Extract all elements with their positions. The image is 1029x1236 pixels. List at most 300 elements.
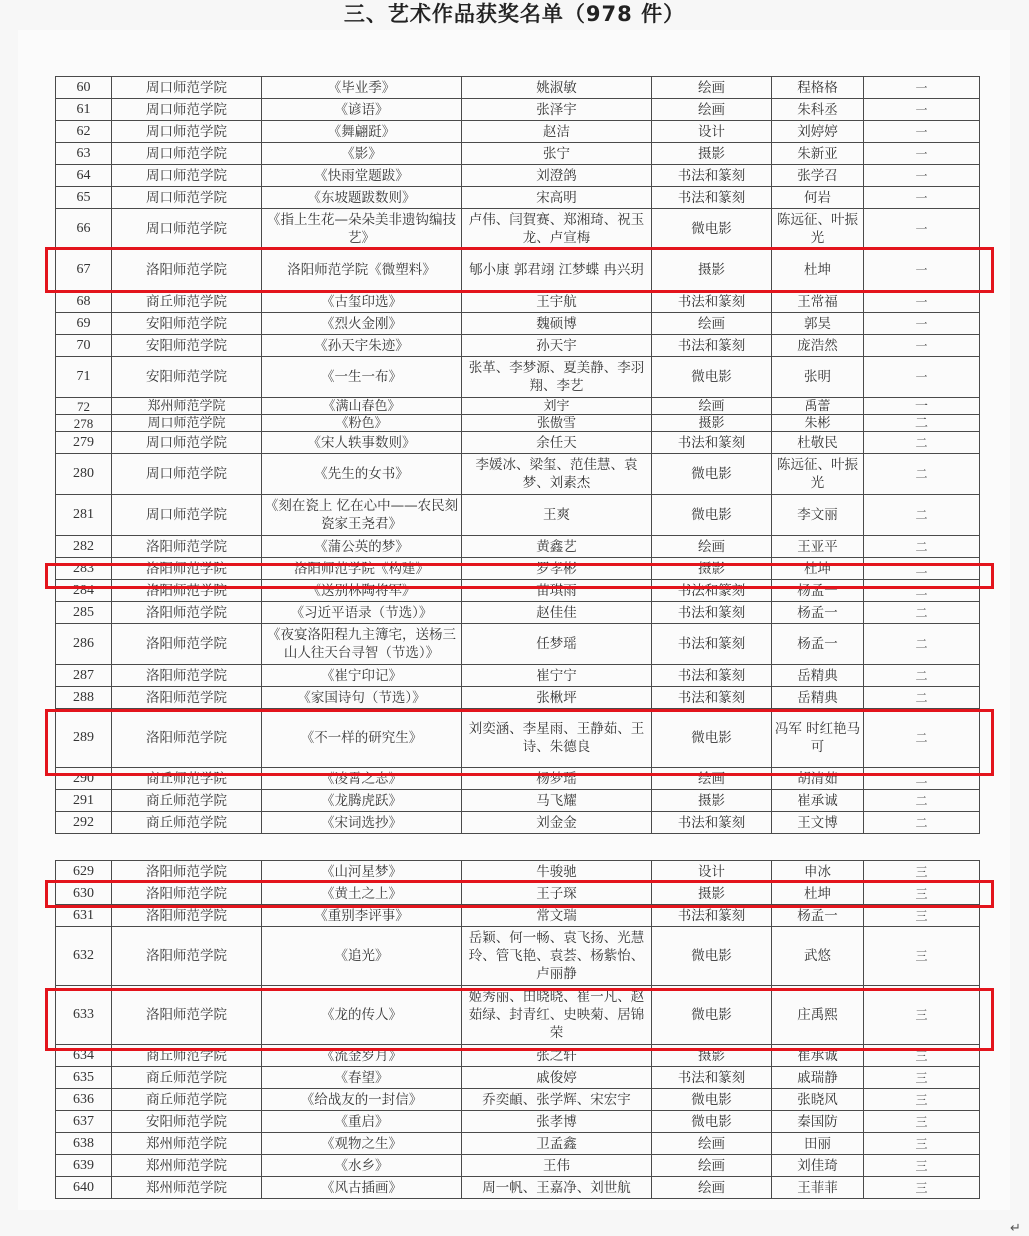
school-cell: 周口师范学院 [112,77,262,99]
school-cell: 周口师范学院 [112,121,262,143]
advisor-cell: 刘婷婷 [772,121,864,143]
return-mark: ↵ [1010,1221,1021,1236]
row-number: 639 [56,1155,112,1177]
award-level-cell: 二 [864,432,980,454]
row-number: 638 [56,1133,112,1155]
highlight-box-row-630 [45,880,994,908]
authors-cell: 乔奕頔、张学辉、宋宏宇 [462,1089,652,1111]
advisor-cell: 崔承诚 [772,790,864,812]
table-row [56,495,980,536]
advisor-cell: 杜坤 [772,883,864,905]
award-level-cell: 一 [864,357,980,398]
school-cell: 安阳师范学院 [112,335,262,357]
row-number: 292 [56,812,112,834]
authors-cell: 戚俊婷 [462,1067,652,1089]
advisor-cell: 田丽 [772,1133,864,1155]
category-cell: 书法和篆刻 [652,602,772,624]
row-number: 288 [56,687,112,709]
category-cell: 设计 [652,861,772,883]
school-cell: 洛阳师范学院 [112,250,262,291]
category-cell: 书法和篆刻 [652,687,772,709]
category-cell: 绘画 [652,1155,772,1177]
advisor-cell: 张晓风 [772,1089,864,1111]
award-level-cell: 三 [864,861,980,883]
school-cell: 洛阳师范学院 [112,536,262,558]
category-cell: 绘画 [652,398,772,415]
authors-cell: 王爽 [462,495,652,536]
work-title-cell: 《舞翩跹》 [262,121,462,143]
award-level-cell: 三 [864,905,980,927]
work-title-cell: 《夜宴洛阳程九主簿宅，送杨三山人往天台寻智（节选）》 [262,624,462,665]
work-title-cell: 《孙天宇朱迹》 [262,335,462,357]
school-cell: 安阳师范学院 [112,357,262,398]
category-cell: 设计 [652,121,772,143]
category-cell: 书法和篆刻 [652,665,772,687]
row-number: 629 [56,861,112,883]
category-cell: 摄影 [652,1045,772,1067]
table-row [56,99,980,121]
row-number: 287 [56,665,112,687]
school-cell: 商丘师范学院 [112,1045,262,1067]
advisor-cell: 张学召 [772,165,864,187]
advisor-cell: 杨孟一 [772,602,864,624]
row-number: 68 [56,291,112,313]
highlight-box-row-633 [45,988,994,1051]
work-title-cell: 《观物之生》 [262,1133,462,1155]
table-row [56,790,980,812]
work-title-cell: 《粉色》 [262,415,462,432]
row-number: 67 [56,250,112,291]
award-level-cell: 一 [864,335,980,357]
row-number: 65 [56,187,112,209]
table-row [56,432,980,454]
work-title-cell: 《崔宁印记》 [262,665,462,687]
work-title-cell: 《蒲公英的梦》 [262,536,462,558]
authors-cell: 余任天 [462,432,652,454]
category-cell: 书法和篆刻 [652,580,772,602]
category-cell: 绘画 [652,1177,772,1199]
category-cell: 微电影 [652,1111,772,1133]
school-cell: 商丘师范学院 [112,1067,262,1089]
category-cell: 绘画 [652,536,772,558]
school-cell: 洛阳师范学院 [112,861,262,883]
authors-cell: 罗孝彬 [462,558,652,580]
category-cell: 微电影 [652,1089,772,1111]
authors-cell: 孙天宇 [462,335,652,357]
award-level-cell: 三 [864,1133,980,1155]
category-cell: 摄影 [652,790,772,812]
award-level-cell: 二 [864,536,980,558]
work-title-cell: 《宋人轶事数则》 [262,432,462,454]
advisor-cell: 申冰 [772,861,864,883]
award-level-cell: 一 [864,121,980,143]
school-cell: 郑州师范学院 [112,1133,262,1155]
category-cell: 书法和篆刻 [652,1067,772,1089]
row-number: 62 [56,121,112,143]
category-cell: 微电影 [652,495,772,536]
authors-cell: 周一帆、王嘉净、刘世航 [462,1177,652,1199]
authors-cell: 张之轩 [462,1045,652,1067]
authors-cell: 姚淑敏 [462,77,652,99]
school-cell: 洛阳师范学院 [112,665,262,687]
award-level-cell: 二 [864,558,980,580]
table-row [56,624,980,665]
row-number: 632 [56,927,112,986]
award-level-cell: 二 [864,624,980,665]
authors-cell: 张孝博 [462,1111,652,1133]
school-cell: 安阳师范学院 [112,1111,262,1133]
row-number: 280 [56,454,112,495]
award-level-cell: 一 [864,165,980,187]
table-row [56,1089,980,1111]
advisor-cell: 杨孟一 [772,580,864,602]
category-cell: 书法和篆刻 [652,905,772,927]
category-cell: 微电影 [652,357,772,398]
authors-cell: 宋高明 [462,187,652,209]
work-title-cell: 《龙的传人》 [262,986,462,1045]
work-title-cell: 《龙腾虎跃》 [262,790,462,812]
award-level-cell: 三 [864,1177,980,1199]
school-cell: 商丘师范学院 [112,291,262,313]
award-level-cell: 三 [864,1067,980,1089]
work-title-cell: 《刻在瓷上 忆在心中——农民刻瓷家王尧君》 [262,495,462,536]
authors-cell: 刘宇 [462,398,652,415]
category-cell: 书法和篆刻 [652,432,772,454]
work-title-cell: 《烈火金刚》 [262,313,462,335]
advisor-cell: 武悠 [772,927,864,986]
advisor-cell: 陈远征、叶振光 [772,454,864,495]
advisor-cell: 张明 [772,357,864,398]
category-cell: 书法和篆刻 [652,624,772,665]
row-number: 279 [56,432,112,454]
row-number: 64 [56,165,112,187]
authors-cell: 刘澄鸽 [462,165,652,187]
award-level-cell: 二 [864,768,980,790]
work-title-cell: 《重别李评事》 [262,905,462,927]
advisor-cell: 胡清茹 [772,768,864,790]
authors-cell: 马飞耀 [462,790,652,812]
row-number: 284 [56,580,112,602]
authors-cell: 赵洁 [462,121,652,143]
work-title-cell: 《毕业季》 [262,77,462,99]
work-title-cell: 《东坡题跋数则》 [262,187,462,209]
advisor-cell: 崔承诚 [772,1045,864,1067]
category-cell: 书法和篆刻 [652,165,772,187]
school-cell: 郑州师范学院 [112,398,262,415]
authors-cell: 岳颖、何一畅、袁飞扬、光慧玲、管飞艳、袁荟、杨紫怡、卢丽静 [462,927,652,986]
authors-cell: 姬秀丽、田晓晓、崔一凡、赵茹绿、封青红、史映菊、居锦荣 [462,986,652,1045]
advisor-cell: 王菲菲 [772,1177,864,1199]
row-number: 63 [56,143,112,165]
category-cell: 摄影 [652,250,772,291]
work-title-cell: 《风古插画》 [262,1177,462,1199]
award-level-cell: 三 [864,1111,980,1133]
school-cell: 洛阳师范学院 [112,602,262,624]
table-row [56,335,980,357]
advisor-cell: 程格格 [772,77,864,99]
advisor-cell: 禹蕾 [772,398,864,415]
school-cell: 周口师范学院 [112,432,262,454]
advisor-cell: 王常福 [772,291,864,313]
category-cell: 书法和篆刻 [652,187,772,209]
work-title-cell: 《重启》 [262,1111,462,1133]
work-title-cell: 《满山春色》 [262,398,462,415]
advisor-cell: 杨孟一 [772,624,864,665]
category-cell: 绘画 [652,77,772,99]
table-row [56,77,980,99]
authors-cell: 李媛冰、梁玺、范佳慧、袁梦、刘素杰 [462,454,652,495]
table-row [56,1133,980,1155]
work-title-cell: 《一生一布》 [262,357,462,398]
work-title-cell: 《山河星梦》 [262,861,462,883]
award-level-cell: 一 [864,250,980,291]
row-number: 636 [56,1089,112,1111]
table-row [56,1067,980,1089]
award-level-cell: 一 [864,143,980,165]
category-cell: 摄影 [652,558,772,580]
row-number: 60 [56,77,112,99]
table-row [56,812,980,834]
work-title-cell: 《先生的女书》 [262,454,462,495]
authors-cell: 卢伟、闫賀赛、郑湘琦、祝玉龙、卢宣梅 [462,209,652,250]
award-level-cell: 三 [864,986,980,1045]
school-cell: 洛阳师范学院 [112,883,262,905]
award-level-cell: 二 [864,687,980,709]
authors-cell: 任梦瑶 [462,624,652,665]
row-number: 630 [56,883,112,905]
school-cell: 洛阳师范学院 [112,687,262,709]
school-cell: 郑州师范学院 [112,1177,262,1199]
advisor-cell: 杨孟一 [772,905,864,927]
school-cell: 郑州师范学院 [112,1155,262,1177]
advisor-cell: 陈远征、叶振光 [772,209,864,250]
award-level-cell: 三 [864,927,980,986]
row-number: 72 [56,398,112,415]
table-row [56,357,980,398]
school-cell: 洛阳师范学院 [112,558,262,580]
advisor-cell: 刘佳琦 [772,1155,864,1177]
table-row [56,143,980,165]
table-row [56,665,980,687]
row-number: 281 [56,495,112,536]
category-cell: 书法和篆刻 [652,812,772,834]
authors-cell: 杨梦瑶 [462,768,652,790]
work-title-cell: 《古玺印选》 [262,291,462,313]
award-level-cell: 一 [864,313,980,335]
row-number: 290 [56,768,112,790]
row-number: 631 [56,905,112,927]
award-level-cell: 二 [864,790,980,812]
school-cell: 安阳师范学院 [112,313,262,335]
row-number: 640 [56,1177,112,1199]
work-title-cell: 洛阳师范学院《构建》 [262,558,462,580]
table-row [56,398,980,415]
school-cell: 洛阳师范学院 [112,905,262,927]
award-level-cell: 三 [864,883,980,905]
work-title-cell: 《家国诗句（节选）》 [262,687,462,709]
award-level-cell: 二 [864,415,980,432]
award-level-cell: 二 [864,602,980,624]
award-level-cell: 一 [864,99,980,121]
table-row [56,291,980,313]
advisor-cell: 何岩 [772,187,864,209]
row-number: 291 [56,790,112,812]
row-number: 61 [56,99,112,121]
category-cell: 微电影 [652,454,772,495]
work-title-cell: 《送别林陶将军》 [262,580,462,602]
advisor-cell: 杜敬民 [772,432,864,454]
school-cell: 商丘师范学院 [112,812,262,834]
table-row [56,536,980,558]
category-cell: 绘画 [652,313,772,335]
category-cell: 摄影 [652,143,772,165]
table-row [56,1177,980,1199]
page-title: 三、艺术作品获奖名单（978 件） [343,2,686,26]
work-title-cell: 《不一样的研究生》 [262,709,462,768]
category-cell: 绘画 [652,768,772,790]
category-cell: 摄影 [652,883,772,905]
category-cell: 书法和篆刻 [652,335,772,357]
award-level-cell: 一 [864,187,980,209]
school-cell: 商丘师范学院 [112,768,262,790]
authors-cell: 郇小康 郭君翊 江梦蝶 冉兴玥 [462,250,652,291]
school-cell: 洛阳师范学院 [112,580,262,602]
authors-cell: 刘奕涵、李星雨、王静茹、王诗、朱德良 [462,709,652,768]
row-number: 637 [56,1111,112,1133]
authors-cell: 赵佳佳 [462,602,652,624]
advisor-cell: 李文丽 [772,495,864,536]
work-title-cell: 《流金岁月》 [262,1045,462,1067]
highlight-box-row-67 [45,247,994,293]
work-title-cell: 《影》 [262,143,462,165]
school-cell: 周口师范学院 [112,165,262,187]
authors-cell: 魏硕博 [462,313,652,335]
advisor-cell: 王亚平 [772,536,864,558]
advisor-cell: 王文博 [772,812,864,834]
advisor-cell: 冯军 时红艳马可 [772,709,864,768]
award-level-cell: 三 [864,1089,980,1111]
award-level-cell: 二 [864,580,980,602]
category-cell: 微电影 [652,709,772,768]
table-row [56,687,980,709]
table-row [56,313,980,335]
highlight-box-row-289 [45,709,994,776]
work-title-cell: 《黄土之上》 [262,883,462,905]
school-cell: 周口师范学院 [112,454,262,495]
row-number: 634 [56,1045,112,1067]
authors-cell: 王子琛 [462,883,652,905]
authors-cell: 卫孟鑫 [462,1133,652,1155]
row-number: 69 [56,313,112,335]
row-number: 285 [56,602,112,624]
table-row [56,927,980,986]
authors-cell: 张宁 [462,143,652,165]
table-row [56,121,980,143]
award-level-cell: 二 [864,495,980,536]
authors-cell: 张革、李梦源、夏美静、李羽翔、李艺 [462,357,652,398]
award-level-cell: 一 [864,291,980,313]
school-cell: 周口师范学院 [112,187,262,209]
advisor-cell: 郭昊 [772,313,864,335]
award-level-cell: 三 [864,1155,980,1177]
row-number: 635 [56,1067,112,1089]
advisor-cell: 秦国防 [772,1111,864,1133]
category-cell: 绘画 [652,1133,772,1155]
row-number: 282 [56,536,112,558]
table-row [56,454,980,495]
row-number: 66 [56,209,112,250]
authors-cell: 常文瑞 [462,905,652,927]
table-row [56,1155,980,1177]
table-row [56,1111,980,1133]
row-number: 283 [56,558,112,580]
work-title-cell: 《水乡》 [262,1155,462,1177]
table-row [56,165,980,187]
work-title-cell: 洛阳师范学院《微塑料》 [262,250,462,291]
row-number: 289 [56,709,112,768]
school-cell: 洛阳师范学院 [112,709,262,768]
table-row [56,415,980,432]
award-level-cell: 一 [864,77,980,99]
work-title-cell: 《习近平语录（节选）》 [262,602,462,624]
award-level-cell: 一 [864,209,980,250]
advisor-cell: 戚瑞静 [772,1067,864,1089]
work-title-cell: 《给战友的一封信》 [262,1089,462,1111]
authors-cell: 王伟 [462,1155,652,1177]
table-row [56,209,980,250]
award-level-cell: 三 [864,1045,980,1067]
work-title-cell: 《快雨堂题跋》 [262,165,462,187]
award-level-cell: 二 [864,709,980,768]
table-row [56,187,980,209]
award-level-cell: 二 [864,812,980,834]
advisor-cell: 杜坤 [772,558,864,580]
work-title-cell: 《宋词选抄》 [262,812,462,834]
category-cell: 微电影 [652,927,772,986]
advisor-cell: 庄禹熙 [772,986,864,1045]
row-number: 278 [56,415,112,432]
award-level-cell: 二 [864,665,980,687]
award-level-cell: 二 [864,454,980,495]
authors-cell: 黄鑫艺 [462,536,652,558]
school-cell: 洛阳师范学院 [112,927,262,986]
advisor-cell: 庞浩然 [772,335,864,357]
row-number: 71 [56,357,112,398]
highlight-box-row-283 [45,563,994,589]
authors-cell: 刘金金 [462,812,652,834]
authors-cell: 张泽宇 [462,99,652,121]
row-number: 70 [56,335,112,357]
category-cell: 微电影 [652,209,772,250]
advisor-cell: 岳精典 [772,665,864,687]
work-title-cell: 《指上生花—朵朵美非遗钩编技艺》 [262,209,462,250]
work-title-cell: 《春望》 [262,1067,462,1089]
category-cell: 摄影 [652,415,772,432]
award-level-cell: 一 [864,398,980,415]
authors-cell: 崔宁宁 [462,665,652,687]
school-cell: 周口师范学院 [112,143,262,165]
authors-cell: 张傲雪 [462,415,652,432]
authors-cell: 牛骏驰 [462,861,652,883]
category-cell: 绘画 [652,99,772,121]
school-cell: 商丘师范学院 [112,790,262,812]
advisor-cell: 朱新亚 [772,143,864,165]
school-cell: 周口师范学院 [112,99,262,121]
work-title-cell: 《追光》 [262,927,462,986]
advisor-cell: 岳精典 [772,687,864,709]
work-title-cell: 《谚语》 [262,99,462,121]
school-cell: 周口师范学院 [112,415,262,432]
